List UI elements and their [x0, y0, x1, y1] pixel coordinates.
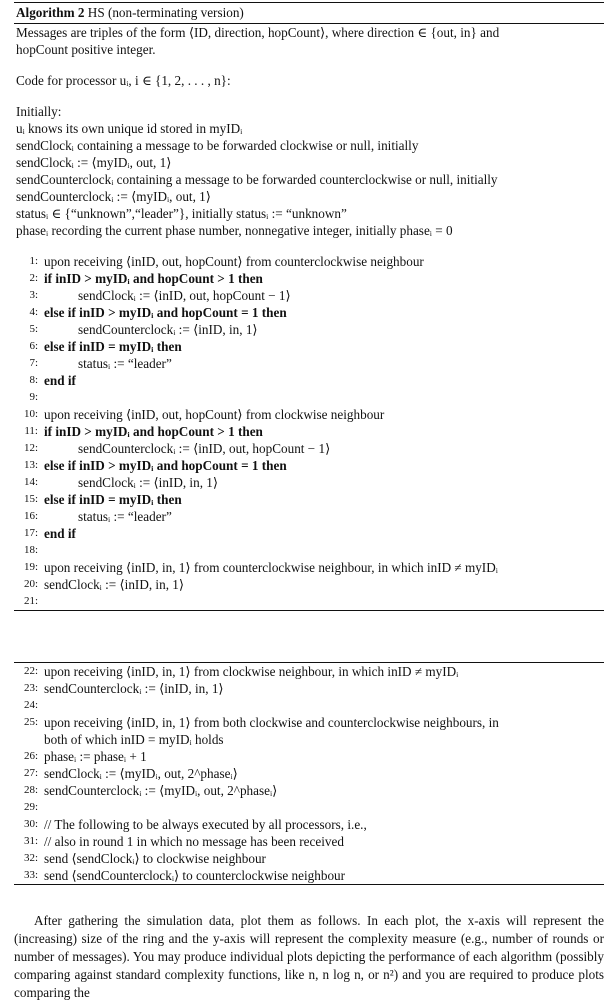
line-number: 18:: [23, 544, 38, 556]
line-number: 24:: [23, 699, 38, 711]
code-line: [16, 474, 602, 491]
line-text: sendClockᵢ := ⟨inID, in, 1⟩: [78, 475, 219, 490]
line-number: 3:: [29, 289, 38, 301]
code-line: [16, 850, 602, 867]
code-line: [16, 593, 602, 610]
code-for-line: Code for processor uᵢ, i ∈ {1, 2, . . . , n}:: [16, 73, 231, 88]
code-line: [16, 816, 602, 833]
init-line: sendClockᵢ := ⟨myIDᵢ, out, 1⟩: [16, 155, 172, 170]
code-line: [16, 697, 602, 714]
code-line: [16, 321, 602, 338]
code-line: [16, 355, 602, 372]
line-number: 10:: [23, 408, 38, 420]
line-number: 2:: [29, 272, 38, 284]
line-number: 28:: [23, 784, 38, 796]
line-text: upon receiving ⟨inID, in, 1⟩ from counterclockwise neighbour, in which inID ≠ myIDᵢ: [44, 560, 498, 575]
line-number: [16, 731, 44, 748]
line-number: 5:: [29, 323, 38, 335]
init-line: Initially:: [16, 104, 62, 119]
code-line: [16, 440, 602, 457]
code-line: [16, 525, 602, 542]
line-number: 23:: [23, 682, 38, 694]
code-line: [16, 576, 602, 593]
line-text: else if inID = myIDᵢ then: [44, 339, 182, 354]
line-number: 9:: [29, 391, 38, 403]
code-line: [16, 287, 602, 304]
line-number: 6:: [29, 340, 38, 352]
code-line: [16, 372, 602, 389]
init-line: sendCounterclockᵢ containing a message to be forwarded counterclockwise or null, initially: [16, 172, 498, 187]
init-line: sendClockᵢ containing a message to be forwarded clockwise or null, initially: [16, 138, 419, 153]
code-line: [16, 406, 602, 423]
code-line: [16, 765, 602, 782]
line-number: 31:: [23, 835, 38, 847]
line-text: // also in round 1 in which no message has been received: [44, 834, 344, 849]
line-number: 19:: [23, 561, 38, 573]
line-text: else if inID > myIDᵢ and hopCount = 1 then: [44, 305, 287, 320]
code-line: [16, 542, 602, 559]
line-number: 33:: [23, 869, 38, 881]
code-line: [16, 338, 602, 355]
line-number: 25:: [23, 716, 38, 728]
code-line: [16, 253, 602, 270]
code-line: [16, 714, 602, 731]
init-line: sendCounterclockᵢ := ⟨myIDᵢ, out, 1⟩: [16, 189, 211, 204]
line-number: 29:: [23, 801, 38, 813]
code-line: [16, 270, 602, 287]
algorithm-description: [14, 24, 604, 610]
line-text: if inID > myIDᵢ and hopCount > 1 then: [44, 271, 263, 286]
line-text: sendCounterclockᵢ := ⟨inID, out, hopCount − 1⟩: [78, 441, 331, 456]
line-number: 27:: [23, 767, 38, 779]
line-text: if inID > myIDᵢ and hopCount > 1 then: [44, 424, 263, 439]
code-line: [16, 663, 602, 680]
line-number: 20:: [23, 578, 38, 590]
init-line: statusᵢ ∈ {“unknown”,“leader”}, initially statusᵢ := “unknown”: [16, 206, 347, 221]
line-text: sendCounterclockᵢ := ⟨myIDᵢ, out, 2^phaseᵢ⟩: [44, 783, 278, 798]
algorithm-title: [14, 3, 604, 24]
line-number: 1:: [29, 255, 38, 267]
algorithm-continuation: [14, 662, 604, 885]
code-lines-part-2: [14, 663, 604, 884]
algorithm-name: HS (non-terminating version): [87, 5, 244, 20]
code-lines-part-1: [16, 253, 602, 610]
line-text: upon receiving ⟨inID, out, hopCount⟩ from counterclockwise neighbour: [44, 254, 424, 269]
line-number: 21:: [23, 595, 38, 607]
line-text: upon receiving ⟨inID, in, 1⟩ from both clockwise and counterclockwise neighbours, in: [44, 715, 499, 730]
initially-block: [16, 103, 602, 239]
algorithm-label: Algorithm 2: [16, 5, 85, 20]
line-text: both of which inID = myIDᵢ holds: [44, 732, 224, 747]
line-text: upon receiving ⟨inID, in, 1⟩ from clockwise neighbour, in which inID ≠ myIDᵢ: [44, 664, 459, 679]
init-line: phaseᵢ recording the current phase number, nonnegative integer, initially phaseᵢ = 0: [16, 223, 453, 238]
line-number: 7:: [29, 357, 38, 369]
code-line: [16, 508, 602, 525]
code-line: [16, 304, 602, 321]
line-number: 16:: [23, 510, 38, 522]
line-text: else if inID = myIDᵢ then: [44, 492, 182, 507]
line-number: 8:: [29, 374, 38, 386]
algorithm-box: [14, 2, 604, 611]
line-text: sendCounterclockᵢ := ⟨inID, in, 1⟩: [78, 322, 258, 337]
code-line: [16, 833, 602, 850]
code-line: [16, 867, 602, 884]
line-text: sendClockᵢ := ⟨inID, out, hopCount − 1⟩: [78, 288, 291, 303]
line-text: phaseᵢ := phaseᵢ + 1: [44, 749, 147, 764]
line-number: 15:: [23, 493, 38, 505]
line-text: send ⟨sendClockᵢ⟩ to clockwise neighbour: [44, 851, 266, 866]
line-number: 22:: [23, 665, 38, 677]
line-text: // The following to be always executed by all processors, i.e.,: [44, 817, 367, 832]
description-line-2: hopCount positive integer.: [16, 42, 156, 57]
code-line: [16, 748, 602, 765]
code-line: [16, 559, 602, 576]
description-line-1: Messages are triples of the form ⟨ID, direction, hopCount⟩, where direction ∈ {out, in} and: [16, 25, 500, 40]
line-number: 12:: [23, 442, 38, 454]
line-text: end if: [44, 526, 76, 541]
code-line: [16, 423, 602, 440]
line-number: 32:: [23, 852, 38, 864]
line-text: sendClockᵢ := ⟨inID, in, 1⟩: [44, 577, 185, 592]
code-line: [16, 457, 602, 474]
line-number: 11:: [24, 425, 38, 437]
line-number: 13:: [23, 459, 38, 471]
line-text: statusᵢ := “leader”: [78, 509, 172, 524]
code-line: [16, 799, 602, 816]
line-number: 14:: [23, 476, 38, 488]
line-number: 4:: [29, 306, 38, 318]
line-text: send ⟨sendCounterclockᵢ⟩ to counterclockwise neighbour: [44, 868, 346, 883]
code-line: [16, 731, 602, 748]
line-text: else if inID > myIDᵢ and hopCount = 1 then: [44, 458, 287, 473]
line-text: sendCounterclockᵢ := ⟨inID, in, 1⟩: [44, 681, 224, 696]
code-line: [16, 680, 602, 697]
body-paragraph: After gathering the simulation data, plot them as follows. In each plot, the x-axis will represent the (increasing) size of the ring and the y-axis will represent the complexity measure (e.g., number of rounds or number of messages). You may produce individual plots depicting the performance of each algorithm (possibly comparing against standard complexity functions, like n, n log n, or n²) and you are required to produce plots comparing the: [14, 913, 604, 1000]
line-number: 30:: [23, 818, 38, 830]
code-line: [16, 389, 602, 406]
line-text: upon receiving ⟨inID, out, hopCount⟩ from clockwise neighbour: [44, 407, 385, 422]
line-number: 26:: [23, 750, 38, 762]
line-text: sendClockᵢ := ⟨myIDᵢ, out, 2^phaseᵢ⟩: [44, 766, 238, 781]
line-text: statusᵢ := “leader”: [78, 356, 172, 371]
line-text: end if: [44, 373, 76, 388]
init-line: uᵢ knows its own unique id stored in myIDᵢ: [16, 121, 243, 136]
code-line: [16, 491, 602, 508]
line-number: 17:: [23, 527, 38, 539]
code-line: [16, 782, 602, 799]
